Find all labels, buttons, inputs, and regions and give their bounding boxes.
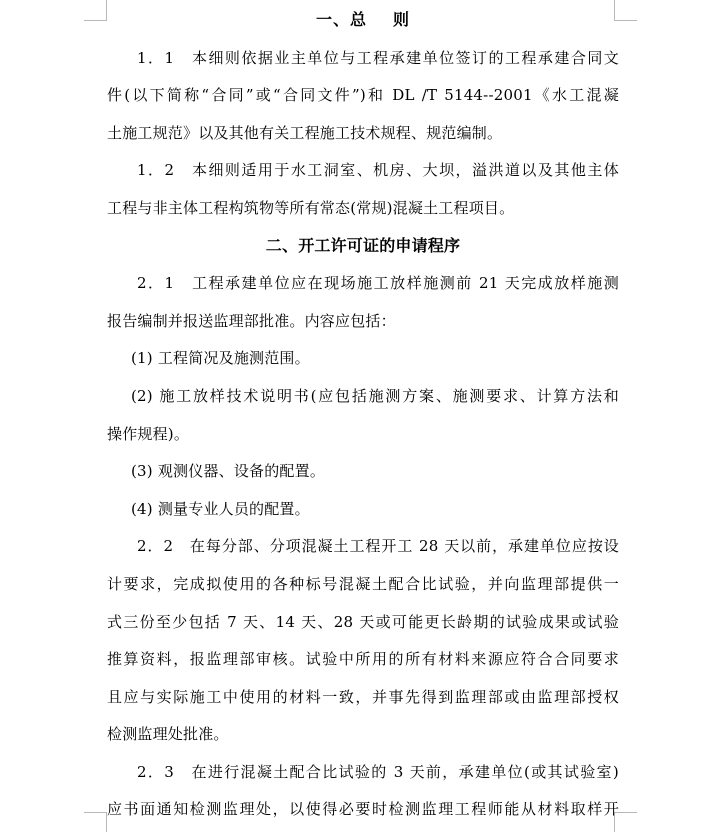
paragraph-line: 检测监理处批准。 bbox=[107, 725, 229, 744]
paragraph-line: 报告编制并报送监理部批准。内容应包括： bbox=[107, 311, 396, 330]
paragraph-line: 工程与非主体工程构筑物等所有常态(常规)混凝土工程项目。 bbox=[107, 198, 515, 217]
list-item-line: 操作规程)。 bbox=[107, 424, 190, 443]
heading-part: 则 bbox=[393, 10, 411, 29]
list-item-line: (2) 施工放样技术说明书(应包括施测方案、施测要求、计算方法和 bbox=[131, 386, 619, 405]
paragraph-line: 2．1 工程承建单位应在现场施工放样施测前 21 天完成放样施测 bbox=[137, 274, 619, 293]
list-item-1 bbox=[107, 344, 619, 382]
page-corner-mark bbox=[84, 812, 107, 832]
paragraph-line: 2．3 在进行混凝土配合比试验的 3 天前，承建单位(或其试验室) bbox=[137, 762, 619, 781]
paragraph-1-1 bbox=[107, 44, 619, 157]
paragraph-line: 式三份至少包括 7 天、14 天、28 天或可能更长龄期的试验成果或试验 bbox=[107, 612, 619, 631]
list-item-line: (1) 工程简况及施测范围。 bbox=[131, 349, 310, 368]
document-body bbox=[107, 6, 619, 832]
list-item-3 bbox=[107, 457, 619, 495]
section-heading-permit: 二、开工许可证的申请程序 bbox=[265, 235, 461, 255]
list-item-2 bbox=[107, 382, 619, 457]
paragraph-line: 应书面通知检测监理处，以使得必要时检测监理工程师能从材料取样开 bbox=[107, 800, 619, 819]
paragraph-2-3 bbox=[107, 758, 619, 832]
list-item-line: (3) 观测仪器、设备的配置。 bbox=[131, 462, 326, 481]
paragraph-line: 件(以下简称“合同”或“合同文件”)和 DL /T 5144--2001《水工混凝 bbox=[107, 86, 619, 105]
paragraph-2-2 bbox=[107, 532, 619, 758]
paragraph-1-2 bbox=[107, 156, 619, 231]
paragraph-line: 且应与实际施工中使用的材料一致，并事先得到监理部或由监理部授权 bbox=[107, 687, 619, 706]
paragraph-line: 1．2 本细则适用于水工洞室、机房、大坝，溢洪道以及其他主体 bbox=[137, 161, 619, 180]
page-corner-mark bbox=[84, 0, 107, 21]
paragraph-2-1 bbox=[107, 269, 619, 344]
section-heading-general bbox=[107, 6, 619, 44]
list-item-4 bbox=[107, 495, 619, 533]
paragraph-line: 土施工规范》以及其他有关工程施工技术规程、规范编制。 bbox=[107, 123, 503, 142]
paragraph-line: 计要求，完成拟使用的各种标号混凝土配合比试验，并向监理部提供一 bbox=[107, 574, 619, 593]
paragraph-line: 2．2 在每分部、分项混凝土工程开工 28 天以前，承建单位应按设 bbox=[137, 537, 619, 556]
list-item-line: (4) 测量专业人员的配置。 bbox=[131, 499, 310, 518]
paragraph-line: 推算资料，报监理部审核。试验中所用的所有材料来源应符合合同要求 bbox=[107, 650, 619, 669]
paragraph-line: 1．1 本细则依据业主单位与工程承建单位签订的工程承建合同文 bbox=[137, 48, 619, 67]
heading-part: 一、总 bbox=[315, 10, 367, 29]
